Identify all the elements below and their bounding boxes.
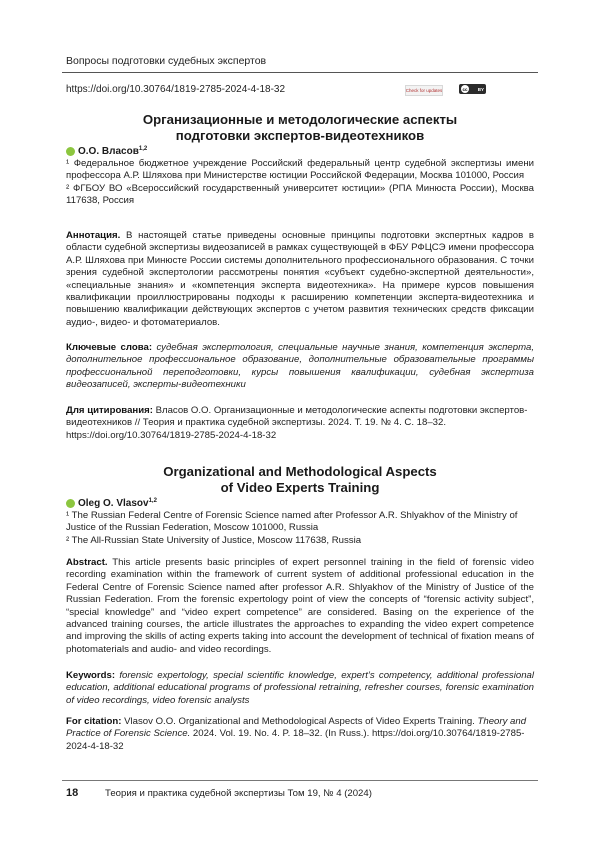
orcid-icon[interactable]: [66, 147, 75, 156]
en-keywords: [66, 670, 534, 707]
ru-citation-label: Для цитирования:: [66, 405, 153, 416]
en-citation: [66, 716, 534, 753]
ru-affiliations: [66, 158, 534, 208]
cc-license-icon[interactable]: [459, 84, 486, 94]
ru-keywords: [66, 342, 534, 392]
en-author-sup: 1,2: [148, 497, 157, 504]
ru-title-line2: подготовки экспертов-видеотехников: [175, 128, 425, 143]
ru-author-sup: 1,2: [138, 145, 148, 152]
en-citation-label: For citation:: [66, 716, 122, 727]
en-title-line1: Organizational and Methodological Aspects: [163, 464, 437, 479]
en-keywords-label: Keywords:: [66, 670, 116, 681]
cc-license-label: BY: [477, 86, 484, 92]
doi-link[interactable]: https://doi.org/10.30764/1819-2785-2024-4-18-32: [66, 84, 286, 95]
cc-logo-icon: cc: [462, 86, 468, 92]
ru-abstract-text: В настоящей статье приведены основные принципы подготовки экспертных кадров в области судебной экспертизы видеозаписей в рамках существующей в ФБУ РФЦСЭ имени профессора А.Р. Шляхова при Минюсте России системы дополнительного профессионального образования. С точки зрения судебной экспертологии рассмотрены понятия «субъект судебно-экспертной деятельности», «специальные знания» и «компетенция эксперта видеотехника». На примере курсов повышения квалификации проиллюстрированы подходы к расширению компетенции эксперта-видеотехника и повышению квалификации действующих экспертов с учетом развития технических средств фиксации аудио-, видео- и фотоматериалов.: [66, 230, 534, 328]
header-divider: [62, 72, 538, 73]
en-keywords-text: forensic expertology, special scientific knowledge, expert’s competency, additional professional education, additional educational programs of professional retraining, refresher courses, forensic examination of video recordings, video forensic analysts: [66, 670, 534, 706]
en-affiliation-2: ² The All-Russian State University of Justice, Moscow 117638, Russia: [66, 534, 362, 546]
ru-title: [66, 112, 534, 144]
ru-affiliation-1: ¹ Федеральное бюджетное учреждение Российский федеральный центр судебной экспертизы имени профессора А.Р. Шляхова при Министерстве юстиции Российской Федерации, Москва 101000, Россия: [66, 158, 534, 182]
ru-affiliation-2: ² ФГБОУ ВО «Всероссийский государственный университет юстиции» (РПА Минюста России), Москва 117638, Россия: [66, 182, 534, 207]
en-title: [66, 464, 534, 496]
ru-author: [66, 146, 147, 157]
en-citation-text-2: 2024. Vol. 19. No. 4. P. 18–32. (In Russ.).: [192, 728, 370, 740]
en-citation-text-1: Vlasov O.O. Organizational and Methodological Aspects of Video Experts Training.: [124, 716, 475, 727]
ru-abstract: [66, 230, 534, 329]
crossmark-badge[interactable]: [405, 85, 443, 96]
ru-keywords-label: Ключевые слова:: [66, 342, 153, 353]
ru-title-line1: Организационные и методологические аспекты: [142, 112, 458, 127]
journal-section: Вопросы подготовки судебных экспертов: [66, 55, 267, 67]
ru-citation-text: Власов О.О. Организационные и методологические аспекты подготовки экспертов-видеотехников // Теория и практика судебной экспертизы. 2024. Т. 19. № 4. С. 18–32. https://doi.org/10.30764/1819-2785-2024-4-18-32: [66, 405, 528, 441]
en-abstract-label: Abstract.: [66, 557, 108, 568]
en-affiliation-1: ¹ The Russian Federal Centre of Forensic Science named after Professor A.R. Shlyakhov of the Ministry of Justice of the Russian Federation, Moscow 101000, Russia: [66, 510, 518, 534]
ru-abstract-label: Аннотация.: [66, 230, 121, 241]
ru-author-name[interactable]: О.О. Власов: [78, 146, 139, 157]
page-number: 18: [66, 787, 79, 799]
ru-citation: [66, 405, 534, 442]
en-author: [66, 498, 157, 509]
en-citation-journal: Theory and Practice of Forensic Science.: [66, 716, 527, 740]
en-citation-doi[interactable]: https://doi.org/10.30764/1819-2785-2024-4-18-32: [66, 728, 525, 752]
en-abstract: [66, 557, 534, 656]
footer-journal: Теория и практика судебной экспертизы Том 19, № 4 (2024): [105, 788, 372, 799]
en-author-name[interactable]: Oleg O. Vlasov: [78, 498, 149, 509]
ru-keywords-text: судебная экспертология, специальные научные знания, компетенция эксперта, дополнительное профессиональное образование, дополнительные образовательные программы профессиональной переподготовки, курсы повышения квалификации, судебная экспертиза видеозаписей, эксперты-видеотехники: [66, 342, 534, 391]
orcid-icon[interactable]: [66, 499, 75, 508]
en-affiliations: [66, 510, 534, 547]
en-title-line2: of Video Experts Training: [220, 480, 380, 495]
footer-divider: [62, 780, 538, 781]
crossmark-label: Check for updates: [405, 88, 443, 93]
en-abstract-text: This article presents basic principles of expert personnel training in the field of forensic video recording examination within the framework of current system of additional professional education in the Federal Centre of Forensic Science named after professor A.R. Shlyakhov of the Ministry of Justice of the Russian Federation. From the forensic expertology point of view the concepts of “forensic activity subject”, “special knowledge” and “video expert competence” are considered. Basing on the experience of the advanced training courses, the article illustrates the approaches to expanding the video expert competence and improving the skills of acting experts taking into account the development of technical of fixation means of photomaterials and audio- and video recordings.: [66, 557, 534, 655]
